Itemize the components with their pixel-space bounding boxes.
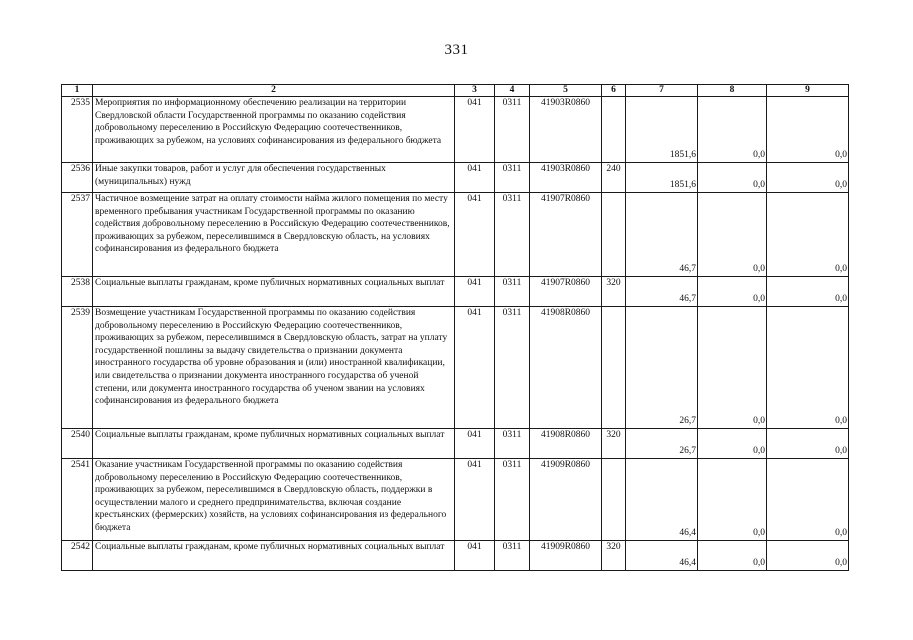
target-article-cell: 41909R0860 [530,541,602,571]
amount-col9-cell: 0,0 [767,277,849,307]
section-code-cell: 0311 [495,429,530,459]
table-row [62,193,849,277]
amount-col7-cell: 46,4 [626,459,698,541]
row-name-cell: Мероприятия по информационному обеспечению реализации на территории Свердловской области Государственной программы по оказанию содействия добровольному переселению в Российскую Федерацию соотечественников, проживающих за рубежом, на условиях софинансирования из федерального бюджета [93,97,455,163]
row-number-cell: 2540 [62,429,93,459]
expense-type-cell: 320 [602,277,626,307]
row-name-cell: Иные закупки товаров, работ и услуг для обеспечения государственных (муниципальных) нужд [93,163,455,193]
row-number-cell: 2542 [62,541,93,571]
ministry-code-cell: 041 [455,307,495,429]
amount-col8-cell: 0,0 [698,193,767,277]
section-code-cell: 0311 [495,307,530,429]
amount-col9-cell: 0,0 [767,307,849,429]
amount-col9-cell: 0,0 [767,163,849,193]
expense-type-cell: 320 [602,541,626,571]
amount-col7-cell: 1851,6 [626,163,698,193]
target-article-cell: 41903R0860 [530,163,602,193]
ministry-code-cell: 041 [455,193,495,277]
amount-col8-cell: 0,0 [698,277,767,307]
header-cell-col1: 1 [62,85,93,97]
row-number-cell: 2541 [62,459,93,541]
target-article-cell: 41908R0860 [530,307,602,429]
amount-col7-cell: 1851,6 [626,97,698,163]
row-number-cell: 2539 [62,307,93,429]
expense-type-cell [602,193,626,277]
expense-type-cell: 320 [602,429,626,459]
budget-table [61,84,849,571]
row-number-cell: 2537 [62,193,93,277]
amount-col9-cell: 0,0 [767,193,849,277]
table-row [62,459,849,541]
amount-col9-cell: 0,0 [767,459,849,541]
row-number-cell: 2536 [62,163,93,193]
amount-col8-cell: 0,0 [698,307,767,429]
row-name-cell: Социальные выплаты гражданам, кроме публичных нормативных социальных выплат [93,277,455,307]
amount-col8-cell: 0,0 [698,97,767,163]
ministry-code-cell: 041 [455,97,495,163]
table-row [62,429,849,459]
target-article-cell: 41903R0860 [530,97,602,163]
expense-type-cell [602,459,626,541]
section-code-cell: 0311 [495,97,530,163]
expense-type-cell [602,97,626,163]
section-code-cell: 0311 [495,277,530,307]
table-row [62,307,849,429]
amount-col9-cell: 0,0 [767,97,849,163]
amount-col8-cell: 0,0 [698,541,767,571]
table-row [62,541,849,571]
amount-col8-cell: 0,0 [698,163,767,193]
table-header-row [62,85,849,97]
header-cell-col7: 7 [626,85,698,97]
expense-type-cell: 240 [602,163,626,193]
header-cell-col5: 5 [530,85,602,97]
header-cell-col9: 9 [767,85,849,97]
header-cell-col8: 8 [698,85,767,97]
amount-col9-cell: 0,0 [767,541,849,571]
amount-col7-cell: 26,7 [626,429,698,459]
row-name-cell: Социальные выплаты гражданам, кроме публичных нормативных социальных выплат [93,429,455,459]
expense-type-cell [602,307,626,429]
ministry-code-cell: 041 [455,541,495,571]
row-number-cell: 2538 [62,277,93,307]
header-cell-col4: 4 [495,85,530,97]
target-article-cell: 41908R0860 [530,429,602,459]
row-name-cell: Возмещение участникам Государственной программы по оказанию содействия добровольному переселению в Российскую Федерацию соотечественников, проживающих за рубежом, переселившимся в Свердловскую область, затрат на уплату государственной пошлины за выдачу свидетельства о признании документа иностранного государства об уровне образования и (или) иностранной квалификации, или свидетельства о признании документа иностранного государства об ученой степени, или документа иностранного государства об ученом звании на условиях софинансирования из федерального бюджета [93,307,455,429]
row-name-cell: Оказание участникам Государственной программы по оказанию содействия добровольному переселению в Российскую Федерацию соотечественников, проживающих за рубежом, переселившимся в Свердловскую область, поддержки в осуществлении малого и среднего предпринимательства, включая создание крестьянских (фермерских) хозяйств, на условиях софинансирования из федерального бюджета [93,459,455,541]
table-row [62,163,849,193]
amount-col7-cell: 46,7 [626,277,698,307]
amount-col7-cell: 46,4 [626,541,698,571]
amount-col7-cell: 26,7 [626,307,698,429]
row-name-cell: Частичное возмещение затрат на оплату стоимости найма жилого помещения по месту временного пребывания участникам Государственной программы по оказанию содействия добровольному переселению в Российскую Федерацию соотечественников, проживающих за рубежом, переселившимся в Свердловскую область, на условиях софинансирования из федерального бюджета [93,193,455,277]
ministry-code-cell: 041 [455,459,495,541]
section-code-cell: 0311 [495,541,530,571]
target-article-cell: 41907R0860 [530,277,602,307]
row-number-cell: 2535 [62,97,93,163]
page-number: 331 [444,42,469,58]
header-cell-col2: 2 [93,85,455,97]
table-row [62,97,849,163]
target-article-cell: 41907R0860 [530,193,602,277]
row-name-cell: Социальные выплаты гражданам, кроме публичных нормативных социальных выплат [93,541,455,571]
target-article-cell: 41909R0860 [530,459,602,541]
header-cell-col6: 6 [602,85,626,97]
header-cell-col3: 3 [455,85,495,97]
amount-col7-cell: 46,7 [626,193,698,277]
amount-col8-cell: 0,0 [698,459,767,541]
amount-col8-cell: 0,0 [698,429,767,459]
ministry-code-cell: 041 [455,429,495,459]
amount-col9-cell: 0,0 [767,429,849,459]
section-code-cell: 0311 [495,163,530,193]
table-row [62,277,849,307]
section-code-cell: 0311 [495,193,530,277]
ministry-code-cell: 041 [455,277,495,307]
section-code-cell: 0311 [495,459,530,541]
ministry-code-cell: 041 [455,163,495,193]
